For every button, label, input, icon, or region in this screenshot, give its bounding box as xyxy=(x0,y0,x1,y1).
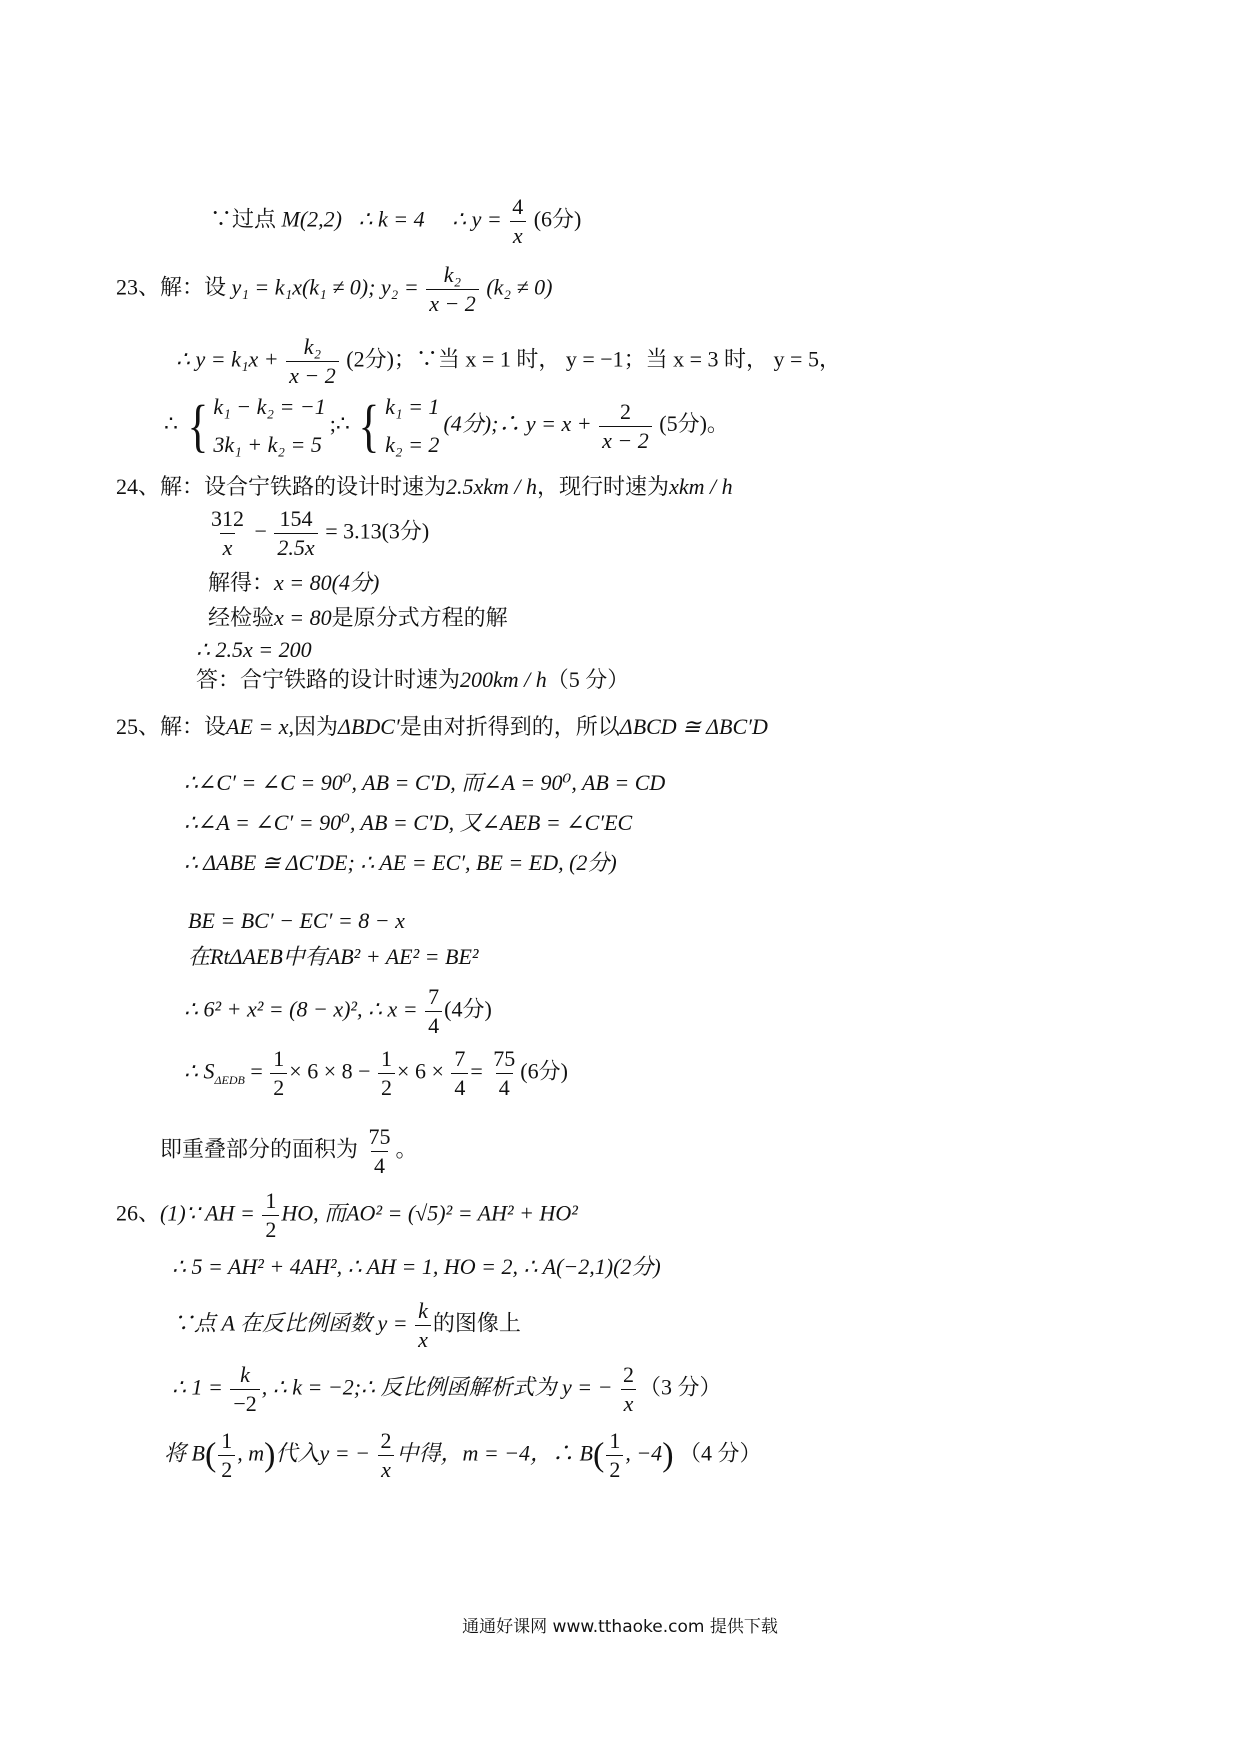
text-span: (2分)；∵当 x = 1 时， y = −1；当 x = 3 时， y = 5， xyxy=(346,346,841,372)
math-span: ∴ k = 4 xyxy=(358,206,425,232)
math-span: ∴ y = xyxy=(452,206,502,232)
left-brace-icon: { xyxy=(358,393,380,458)
fraction xyxy=(230,1364,259,1415)
equation-system xyxy=(385,396,439,456)
math-span: × 6 × xyxy=(397,1058,444,1084)
math-span: ΔBCD ≅ ΔBC′D xyxy=(619,714,768,739)
fraction xyxy=(366,1126,394,1177)
fraction-numerator: k xyxy=(240,1362,250,1387)
score-mark: (4分) xyxy=(444,996,492,1022)
fraction xyxy=(218,1430,235,1481)
fraction xyxy=(286,336,339,387)
text-line xyxy=(210,196,581,247)
text-span: ∵过点 xyxy=(210,206,277,232)
equation: 3k₁ + k₂ = 5 xyxy=(213,432,322,457)
right-paren: ) xyxy=(264,1436,276,1474)
fraction-numerator: 312 xyxy=(211,506,244,531)
fraction xyxy=(490,1048,518,1099)
fraction xyxy=(378,1048,395,1099)
math-span: y₁ = k₁x(k₁ ≠ 0); xyxy=(231,274,376,300)
left-paren: ( xyxy=(204,1436,217,1474)
math-span: × 6 × 8 − xyxy=(289,1058,371,1084)
equals-sign: = xyxy=(250,1058,263,1084)
fraction-numerator: 4 xyxy=(512,194,524,219)
left-paren: ( xyxy=(593,1436,605,1474)
fraction xyxy=(415,1300,431,1351)
text-span: 的图像上 xyxy=(432,1310,521,1336)
math-span: 将 B xyxy=(164,1440,205,1466)
fraction-denominator: x xyxy=(621,1389,637,1415)
therefore-symbol: ∴ xyxy=(164,411,178,437)
equals-sign: = xyxy=(470,1058,483,1084)
question-24-line-1 xyxy=(116,476,733,498)
fraction-denominator: 2 xyxy=(378,1073,395,1099)
fraction xyxy=(425,986,442,1037)
math-span: ∴ 1 = xyxy=(172,1374,223,1400)
fraction-denominator: x xyxy=(378,1455,394,1481)
question-25-line-3: ∴∠A = ∠C′ = 90⁰, AB = C′D, 又∠AEB = ∠C′EC xyxy=(184,810,633,835)
math-span: 2.5xkm / h xyxy=(446,474,538,499)
math-span: M(2,2) xyxy=(281,206,342,232)
math-span: x = 80 xyxy=(274,605,332,630)
fraction-denominator: x − 2 xyxy=(286,361,339,387)
fraction-denominator: 2 xyxy=(262,1215,279,1241)
fraction-denominator: x xyxy=(220,533,236,559)
math-span: (k₂ ≠ 0) xyxy=(486,274,553,300)
fraction-denominator: 2 xyxy=(606,1455,623,1481)
question-25-line-5: BE = BC′ − EC′ = 8 − x xyxy=(188,908,405,933)
fraction xyxy=(274,508,317,559)
math-span: ΔBDC′ xyxy=(338,714,400,739)
question-25-conclusion xyxy=(160,1126,418,1177)
math-span: x = 80(4分) xyxy=(274,570,380,595)
question-24-line-4 xyxy=(208,607,508,629)
math-span: ∴ 6² + x² = (8 − x)², ∴ x = xyxy=(184,996,418,1022)
math-span: , −4 xyxy=(625,1440,663,1466)
question-26-line-3 xyxy=(172,1300,521,1351)
fraction xyxy=(377,1430,394,1481)
text-span: 是由对折得到的，所以 xyxy=(399,714,620,739)
question-26-line-2: ∴ 5 = AH² + 4AH², ∴ AH = 1, HO = 2, ∴ A(−2,1)(2分) xyxy=(172,1254,661,1279)
question-label: 23、解：设 xyxy=(116,274,227,300)
question-23-line-1 xyxy=(116,264,552,315)
fraction-numerator: k₂ xyxy=(443,262,462,287)
fraction-numerator: 1 xyxy=(221,1428,233,1453)
score-mark: (6分) xyxy=(520,1058,568,1084)
equation-system xyxy=(213,396,325,456)
fraction-numerator: 75 xyxy=(493,1046,516,1071)
math-span: ∴ S xyxy=(184,1058,215,1084)
question-26-line-4 xyxy=(172,1364,722,1415)
fraction-numerator: 1 xyxy=(273,1046,285,1071)
fraction-numerator: 7 xyxy=(428,984,440,1009)
equation: k₁ = 1 xyxy=(385,394,440,419)
math-span: 200km / h xyxy=(460,667,547,692)
fraction-denominator: 2.5x xyxy=(274,533,317,559)
question-23-line-3 xyxy=(164,393,729,458)
score-mark: (6分) xyxy=(533,206,582,232)
fraction-numerator: k₂ xyxy=(303,334,322,359)
math-span: , ∴ k = −2;∴ 反比例函解析式为 y = − xyxy=(261,1374,613,1400)
fraction xyxy=(426,264,479,315)
fraction xyxy=(451,1048,468,1099)
text-span: 因为 xyxy=(294,714,339,739)
score-mark: （3 分） xyxy=(639,1374,722,1400)
fraction-numerator: 2 xyxy=(619,398,631,424)
text-span: 即重叠部分的面积为 xyxy=(160,1136,359,1162)
question-label: 24、解：设合宁铁路的设计时速为 xyxy=(116,474,447,499)
question-24-line-3 xyxy=(208,572,379,594)
math-span: 中得，m = −4，∴ B xyxy=(396,1440,593,1466)
fraction xyxy=(262,1190,279,1241)
question-25-line-1 xyxy=(116,716,768,738)
fraction-denominator: 2 xyxy=(270,1073,287,1099)
math-span: ∴ y = k₁x + xyxy=(176,346,279,372)
fraction xyxy=(208,508,247,559)
fraction-denominator: 2 xyxy=(218,1455,235,1481)
question-26-line-1 xyxy=(116,1190,578,1241)
fraction-denominator: 4 xyxy=(451,1073,468,1099)
equation: k₂ = 2 xyxy=(385,432,440,457)
math-span: (1)∵ AH = xyxy=(160,1200,255,1226)
equation: k₁ − k₂ = −1 xyxy=(213,394,326,419)
score-mark: （5 分） xyxy=(546,667,630,692)
math-span: = 3.13(3分) xyxy=(325,518,430,544)
math-span: AE = x, xyxy=(226,714,295,739)
fraction xyxy=(606,1430,623,1481)
fraction-numerator: 2 xyxy=(380,1428,392,1453)
minus-sign: − xyxy=(254,518,267,544)
math-span: ∵点 A 在反比例函数 y = xyxy=(172,1310,408,1336)
fraction-numerator: 1 xyxy=(381,1046,393,1071)
question-label: 25、解：设 xyxy=(116,714,227,739)
question-25-line-4: ∴ ΔABE ≅ ΔC′DE; ∴ AE = EC′, BE = ED, (2分) xyxy=(184,850,617,875)
fraction-numerator: 1 xyxy=(609,1428,621,1453)
text-span: ，现行时速为 xyxy=(537,474,670,499)
question-25-line-2: ∴∠C′ = ∠C = 90⁰, AB = C′D, 而∠A = 90⁰, AB = CD xyxy=(184,770,666,795)
math-span: (4分);∴ y = x + xyxy=(443,411,592,437)
score-mark: （4 分） xyxy=(679,1440,762,1466)
math-span: xkm / h xyxy=(669,474,733,499)
math-span: , m xyxy=(237,1440,265,1466)
score-mark: (5分)。 xyxy=(659,411,729,437)
fraction-denominator: 4 xyxy=(371,1151,388,1177)
fraction xyxy=(509,196,526,247)
fraction xyxy=(620,1364,637,1415)
text-span: 。 xyxy=(395,1136,418,1162)
question-25-line-6: 在RtΔAEB中有AB² + AE² = BE² xyxy=(188,944,479,969)
page-footer: 通通好课网 www.tthaoke.com 提供下载 xyxy=(462,1617,778,1637)
question-label: 26、 xyxy=(116,1200,161,1226)
fraction-numerator: 2 xyxy=(623,1362,634,1387)
fraction-denominator: x − 2 xyxy=(599,426,652,452)
question-24-answer xyxy=(196,669,629,691)
text-span: 是原分式方程的解 xyxy=(331,605,508,630)
left-brace-icon: { xyxy=(186,393,208,458)
question-25-line-8 xyxy=(184,1048,568,1099)
fraction-numerator: k xyxy=(418,1298,428,1323)
text-span: ;∴ xyxy=(329,411,350,437)
fraction xyxy=(599,398,652,453)
fraction-numerator: 7 xyxy=(454,1046,466,1071)
fraction-denominator: 4 xyxy=(425,1011,442,1037)
text-span: 解得： xyxy=(208,570,275,595)
math-span: HO, 而AO² = (√5)² = AH² + HO² xyxy=(281,1200,578,1226)
fraction-numerator: 75 xyxy=(368,1124,391,1149)
fraction-denominator: x xyxy=(415,1325,431,1351)
fraction-denominator: −2 xyxy=(230,1389,259,1415)
math-span: ∴ 2.5x = 200 xyxy=(196,637,312,662)
fraction-denominator: 4 xyxy=(496,1073,513,1099)
subscript: ΔEDB xyxy=(214,1072,245,1087)
fraction-denominator: x − 2 xyxy=(426,289,479,315)
fraction-numerator: 1 xyxy=(265,1188,277,1213)
math-span: y₂ = xyxy=(380,274,419,300)
question-25-line-7 xyxy=(184,986,492,1037)
fraction-denominator: x xyxy=(510,221,526,247)
question-24-line-5 xyxy=(196,639,312,661)
question-26-line-5 xyxy=(164,1430,762,1481)
fraction xyxy=(270,1048,287,1099)
text-span: 答：合宁铁路的设计时速为 xyxy=(196,667,461,692)
right-paren: ) xyxy=(662,1436,674,1474)
question-24-equation xyxy=(206,508,429,559)
question-23-line-2 xyxy=(176,336,841,387)
text-span: 经检验 xyxy=(208,605,275,630)
math-span: 代入y = − xyxy=(275,1440,370,1466)
fraction-numerator: 154 xyxy=(279,506,313,531)
